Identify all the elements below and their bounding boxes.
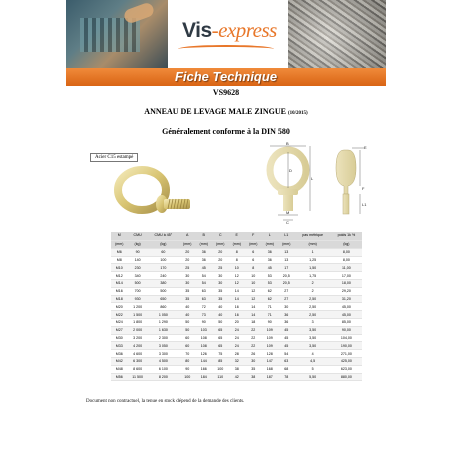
table-row bbox=[111, 295, 362, 303]
table-cell: 1,50 bbox=[295, 264, 331, 272]
col-header: E bbox=[229, 232, 246, 241]
table-cell: 1 050 bbox=[148, 311, 179, 319]
table-cell: 68 bbox=[278, 365, 295, 373]
logo-swoosh-icon bbox=[178, 45, 274, 53]
table-cell: 85 bbox=[212, 357, 229, 365]
table-row bbox=[111, 326, 362, 334]
table-cell: 62 bbox=[262, 287, 279, 295]
table-cell: 3 bbox=[295, 318, 331, 326]
table-cell: M36 bbox=[111, 350, 128, 358]
table-cell: 8,00 bbox=[331, 256, 362, 264]
table-cell: 2 bbox=[295, 279, 331, 287]
col-header: pas métrique bbox=[295, 232, 331, 241]
table-cell: 90 bbox=[179, 365, 196, 373]
table-cell: 63 bbox=[195, 295, 212, 303]
unit-cell: (mm) bbox=[212, 241, 229, 249]
table-cell: 36 bbox=[262, 248, 279, 256]
table-cell: 31,20 bbox=[331, 295, 362, 303]
table-row bbox=[111, 279, 362, 287]
table-cell: 35 bbox=[179, 287, 196, 295]
table-cell: 24 bbox=[229, 326, 246, 334]
unit-cell: (mm) bbox=[245, 241, 262, 249]
table-cell: 6 bbox=[245, 256, 262, 264]
table-cell: 32 bbox=[229, 357, 246, 365]
footer-disclaimer: Document non contractuel, la tenue en stock dépend de la demande des clients. bbox=[86, 399, 245, 404]
table-cell: 860 bbox=[148, 303, 179, 311]
table-cell: 26 bbox=[245, 350, 262, 358]
table-cell: 42 bbox=[229, 373, 246, 381]
table-cell: 30 bbox=[212, 272, 229, 280]
table-cell: 166 bbox=[195, 365, 212, 373]
table-row bbox=[111, 365, 362, 373]
dim-label-d: D bbox=[289, 168, 292, 173]
table-cell: 14 bbox=[229, 295, 246, 303]
table-cell: 240 bbox=[148, 272, 179, 280]
table-cell: 38 bbox=[229, 365, 246, 373]
table-cell: 100 bbox=[179, 373, 196, 381]
table-cell: 36 bbox=[262, 256, 279, 264]
table-cell: M18 bbox=[111, 295, 128, 303]
table-cell: 1 200 bbox=[128, 303, 148, 311]
material-label: Acier C15 estampé bbox=[90, 153, 138, 162]
table-cell: M56 bbox=[111, 373, 128, 381]
table-cell: 45,00 bbox=[331, 311, 362, 319]
table-cell: 30 bbox=[278, 303, 295, 311]
table-cell: 72 bbox=[195, 303, 212, 311]
table-cell: 3,50 bbox=[295, 326, 331, 334]
table-cell: 45 bbox=[278, 334, 295, 342]
table-cell: 20,5 bbox=[278, 279, 295, 287]
table-cell: 108 bbox=[195, 342, 212, 350]
table-row bbox=[111, 342, 362, 350]
table-cell: 2 bbox=[295, 287, 331, 295]
table-cell: 650 bbox=[148, 295, 179, 303]
table-cell: 27 bbox=[278, 287, 295, 295]
table-cell: 62 bbox=[262, 295, 279, 303]
col-header: B bbox=[195, 232, 212, 241]
table-cell: 380 bbox=[148, 279, 179, 287]
table-cell: 78 bbox=[278, 373, 295, 381]
table-cell: 90 bbox=[262, 318, 279, 326]
table-cell: 4 bbox=[295, 350, 331, 358]
table-cell: 6 bbox=[245, 248, 262, 256]
table-cell: 3 050 bbox=[148, 342, 179, 350]
table-row bbox=[111, 311, 362, 319]
table-cell: 20 bbox=[179, 256, 196, 264]
table-cell: 60 bbox=[148, 248, 179, 256]
col-header: L1 bbox=[278, 232, 295, 241]
col-header: CMU bbox=[128, 232, 148, 241]
table-cell: 38 bbox=[245, 373, 262, 381]
unit-cell: (kg) bbox=[148, 241, 179, 249]
table-cell: 623,00 bbox=[331, 365, 362, 373]
table-cell: M30 bbox=[111, 334, 128, 342]
product-date: (10/2015) bbox=[287, 111, 308, 116]
unit-cell: (mm) bbox=[295, 241, 331, 249]
table-cell: 11 500 bbox=[128, 373, 148, 381]
table-cell: 20,5 bbox=[278, 272, 295, 280]
table-row bbox=[111, 264, 362, 272]
dim-label-l: L bbox=[311, 176, 314, 181]
table-cell: 65 bbox=[212, 326, 229, 334]
table-cell: 230 bbox=[128, 264, 148, 272]
table-cell: 425,00 bbox=[331, 357, 362, 365]
table-cell: M48 bbox=[111, 365, 128, 373]
screws-photo bbox=[288, 0, 386, 68]
dim-label-b: B bbox=[286, 141, 289, 146]
table-cell: 8,00 bbox=[331, 248, 362, 256]
table-cell: M16 bbox=[111, 287, 128, 295]
table-cell: 2,50 bbox=[295, 303, 331, 311]
col-header: poids 1k % bbox=[331, 232, 362, 241]
table-cell: 40 bbox=[179, 303, 196, 311]
table-cell: 71 bbox=[262, 303, 279, 311]
table-cell: 4 500 bbox=[148, 357, 179, 365]
brand-logo-main: Vis bbox=[182, 19, 212, 42]
table-cell: 36 bbox=[278, 311, 295, 319]
table-cell: 4,5 bbox=[295, 357, 331, 365]
unit-cell: (kg) bbox=[128, 241, 148, 249]
table-cell: 3,50 bbox=[295, 342, 331, 350]
table-cell: 30 bbox=[212, 279, 229, 287]
table-cell: 35 bbox=[245, 365, 262, 373]
table-cell: 1 290 bbox=[148, 318, 179, 326]
header-banner bbox=[66, 0, 386, 68]
table-cell: 35 bbox=[212, 287, 229, 295]
col-header: M bbox=[111, 232, 128, 241]
table-cell: 13 bbox=[278, 256, 295, 264]
unit-cell: (mm) bbox=[262, 241, 279, 249]
table-cell: 100 bbox=[212, 365, 229, 373]
table-cell: 184 bbox=[195, 373, 212, 381]
table-header-row bbox=[111, 232, 362, 241]
table-cell: 36 bbox=[278, 318, 295, 326]
table-cell: 12 bbox=[229, 272, 246, 280]
product-reference: VS9628 bbox=[212, 88, 240, 97]
table-cell: 2 300 bbox=[148, 334, 179, 342]
table-cell: 880,00 bbox=[331, 373, 362, 381]
table-cell: 20 bbox=[212, 248, 229, 256]
table-cell: 5,50 bbox=[295, 373, 331, 381]
table-cell: 1 630 bbox=[148, 326, 179, 334]
table-row bbox=[111, 334, 362, 342]
table-cell: 53 bbox=[262, 279, 279, 287]
table-cell: 30 bbox=[245, 357, 262, 365]
table-cell: 24 bbox=[229, 342, 246, 350]
table-cell: 45 bbox=[262, 264, 279, 272]
table-row bbox=[111, 287, 362, 295]
table-cell: 2,50 bbox=[295, 295, 331, 303]
table-cell: 14 bbox=[245, 303, 262, 311]
table-cell: 45 bbox=[195, 264, 212, 272]
table-cell: 500 bbox=[148, 287, 179, 295]
table-cell: 40 bbox=[212, 311, 229, 319]
table-cell: 54 bbox=[195, 272, 212, 280]
table-cell: M24 bbox=[111, 318, 128, 326]
table-cell: 187 bbox=[262, 373, 279, 381]
table-cell: 1,75 bbox=[295, 272, 331, 280]
product-name-line bbox=[66, 107, 386, 116]
table-cell: 17 bbox=[278, 264, 295, 272]
brand-logo bbox=[182, 18, 277, 43]
unit-cell: (mm) bbox=[111, 241, 128, 249]
table-cell: 1 500 bbox=[128, 311, 148, 319]
table-cell: 11,00 bbox=[331, 264, 362, 272]
table-cell: 1,25 bbox=[295, 256, 331, 264]
table-cell: M20 bbox=[111, 303, 128, 311]
table-cell: 17,00 bbox=[331, 272, 362, 280]
table-cell: 3 300 bbox=[148, 350, 179, 358]
table-cell: 50 bbox=[212, 318, 229, 326]
table-cell: 30 bbox=[179, 279, 196, 287]
table-cell: 8 bbox=[229, 248, 246, 256]
table-cell: 170 bbox=[148, 264, 179, 272]
table-cell: M10 bbox=[111, 264, 128, 272]
table-cell: 14 bbox=[229, 287, 246, 295]
table-cell: 8 bbox=[229, 256, 246, 264]
table-cell: 85,00 bbox=[331, 318, 362, 326]
table-cell: 12 bbox=[245, 295, 262, 303]
table-cell: 35 bbox=[179, 295, 196, 303]
table-cell: 14 bbox=[245, 311, 262, 319]
table-cell: M33 bbox=[111, 342, 128, 350]
table-cell: 109 bbox=[262, 326, 279, 334]
table-cell: 16 bbox=[229, 303, 246, 311]
table-cell: 3 200 bbox=[128, 334, 148, 342]
table-cell: 25 bbox=[212, 264, 229, 272]
table-cell: 4 600 bbox=[128, 350, 148, 358]
spec-table bbox=[111, 232, 362, 381]
table-cell: 108 bbox=[195, 334, 212, 342]
table-cell: 54 bbox=[195, 279, 212, 287]
table-cell: 147 bbox=[262, 357, 279, 365]
dim-label-m: M bbox=[286, 210, 290, 215]
table-cell: 12 bbox=[245, 287, 262, 295]
table-cell: 63 bbox=[195, 287, 212, 295]
col-header: L bbox=[262, 232, 279, 241]
table-cell: 80 bbox=[179, 357, 196, 365]
table-cell: M8 bbox=[111, 256, 128, 264]
table-row bbox=[111, 303, 362, 311]
table-row bbox=[111, 357, 362, 365]
table-cell: 60 bbox=[179, 334, 196, 342]
table-row bbox=[111, 272, 362, 280]
table-cell: 100 bbox=[148, 256, 179, 264]
table-cell: 90 bbox=[128, 248, 148, 256]
table-cell: 18 bbox=[245, 318, 262, 326]
table-cell: 12 bbox=[229, 279, 246, 287]
datasheet-page bbox=[66, 0, 386, 452]
table-cell: 20 bbox=[229, 318, 246, 326]
table-cell: 18,00 bbox=[331, 279, 362, 287]
table-cell: 500 bbox=[128, 279, 148, 287]
table-cell: 24 bbox=[229, 334, 246, 342]
table-cell: 2,50 bbox=[295, 311, 331, 319]
table-cell: 22 bbox=[245, 342, 262, 350]
table-cell: M14 bbox=[111, 279, 128, 287]
table-units-row bbox=[111, 241, 362, 249]
table-cell: 1 800 bbox=[128, 318, 148, 326]
table-cell: 36 bbox=[195, 256, 212, 264]
side-view-shank bbox=[343, 194, 349, 214]
table-cell: 110 bbox=[212, 373, 229, 381]
table-cell: 20 bbox=[212, 256, 229, 264]
table-cell: 190,00 bbox=[331, 342, 362, 350]
table-cell: 3,50 bbox=[295, 334, 331, 342]
table-cell: 73 bbox=[195, 311, 212, 319]
col-header: A bbox=[179, 232, 196, 241]
col-header: F bbox=[245, 232, 262, 241]
table-cell: 1 bbox=[295, 248, 331, 256]
table-cell: 5 bbox=[295, 365, 331, 373]
dim-label-c: C bbox=[286, 220, 289, 224]
table-cell: 10 bbox=[245, 272, 262, 280]
unit-cell: (mm) bbox=[278, 241, 295, 249]
table-cell: 60 bbox=[179, 342, 196, 350]
table-cell: 8 bbox=[245, 264, 262, 272]
unit-cell: (kg) bbox=[331, 241, 362, 249]
table-cell: 4 200 bbox=[128, 342, 148, 350]
table-cell: 53 bbox=[262, 272, 279, 280]
table-cell: M12 bbox=[111, 272, 128, 280]
conformity-note: Généralement conforme à la DIN 580 bbox=[162, 127, 290, 136]
dim-label-l1: L1 bbox=[362, 202, 367, 207]
table-cell: 75 bbox=[212, 350, 229, 358]
table-cell: 50 bbox=[179, 326, 196, 334]
table-cell: 930 bbox=[128, 295, 148, 303]
table-cell: 45,00 bbox=[331, 303, 362, 311]
unit-cell: (mm) bbox=[195, 241, 212, 249]
table-cell: 340 bbox=[128, 272, 148, 280]
front-view-shank bbox=[283, 195, 293, 211]
table-cell: 140 bbox=[128, 256, 148, 264]
table-cell: 109 bbox=[262, 334, 279, 342]
table-cell: 65 bbox=[212, 342, 229, 350]
table-cell: 35 bbox=[212, 295, 229, 303]
table-cell: 22 bbox=[245, 334, 262, 342]
table-cell: 20 bbox=[179, 248, 196, 256]
table-row bbox=[111, 248, 362, 256]
table-cell: 65 bbox=[212, 334, 229, 342]
table-cell: 63 bbox=[278, 357, 295, 365]
table-cell: 40 bbox=[212, 303, 229, 311]
table-cell: 8 600 bbox=[128, 365, 148, 373]
col-header: C bbox=[212, 232, 229, 241]
product-name: ANNEAU DE LEVAGE MALE ZINGUE bbox=[144, 107, 286, 116]
table-cell: 70 bbox=[179, 350, 196, 358]
table-cell: 54 bbox=[278, 350, 295, 358]
side-view-profile bbox=[336, 150, 356, 194]
col-header: CMU à 45° bbox=[148, 232, 179, 241]
table-row bbox=[111, 350, 362, 358]
table-cell: 144 bbox=[195, 357, 212, 365]
table-cell: 271,00 bbox=[331, 350, 362, 358]
table-cell: 2 000 bbox=[128, 326, 148, 334]
table-cell: 71 bbox=[262, 311, 279, 319]
table-cell: 30 bbox=[179, 272, 196, 280]
table-cell: M27 bbox=[111, 326, 128, 334]
table-cell: 13 bbox=[278, 248, 295, 256]
table-cell: 128 bbox=[262, 350, 279, 358]
table-cell: 90 bbox=[195, 318, 212, 326]
table-cell: 27 bbox=[278, 295, 295, 303]
table-row bbox=[111, 373, 362, 381]
dim-label-f: F bbox=[362, 186, 365, 191]
table-cell: 6 100 bbox=[148, 365, 179, 373]
table-cell: 10 bbox=[229, 264, 246, 272]
eye-bolt-photo bbox=[94, 164, 204, 224]
table-cell: M22 bbox=[111, 311, 128, 319]
table-cell: 36 bbox=[195, 248, 212, 256]
table-cell: 45 bbox=[278, 326, 295, 334]
table-cell: 45 bbox=[278, 342, 295, 350]
brand-logo-accent: -express bbox=[211, 18, 277, 42]
page-title: Fiche Technique bbox=[174, 69, 278, 84]
table-cell: 29,20 bbox=[331, 287, 362, 295]
table-cell: M42 bbox=[111, 357, 128, 365]
table-cell: 50 bbox=[179, 318, 196, 326]
table-cell: 28 bbox=[229, 350, 246, 358]
table-cell: 25 bbox=[179, 264, 196, 272]
table-cell: M6 bbox=[111, 248, 128, 256]
front-view-collar bbox=[278, 189, 298, 195]
table-cell: 90,00 bbox=[331, 326, 362, 334]
unit-cell: (mm) bbox=[179, 241, 196, 249]
table-cell: 700 bbox=[128, 287, 148, 295]
table-cell: 8 200 bbox=[148, 373, 179, 381]
technical-drawing bbox=[252, 140, 374, 224]
table-cell: 168 bbox=[262, 365, 279, 373]
table-cell: 126 bbox=[195, 350, 212, 358]
workshop-photo bbox=[66, 0, 168, 68]
dim-label-e: E bbox=[364, 145, 367, 150]
table-cell: 22 bbox=[245, 326, 262, 334]
table-cell: 16 bbox=[229, 311, 246, 319]
table-cell: 109 bbox=[262, 342, 279, 350]
table-cell: 6 300 bbox=[128, 357, 148, 365]
table-cell: 10 bbox=[245, 279, 262, 287]
table-body bbox=[111, 241, 362, 381]
table-row bbox=[111, 256, 362, 264]
table-cell: 103 bbox=[195, 326, 212, 334]
unit-cell: (mm) bbox=[229, 241, 246, 249]
table-cell: 40 bbox=[179, 311, 196, 319]
table-cell: 104,00 bbox=[331, 334, 362, 342]
table-row bbox=[111, 318, 362, 326]
